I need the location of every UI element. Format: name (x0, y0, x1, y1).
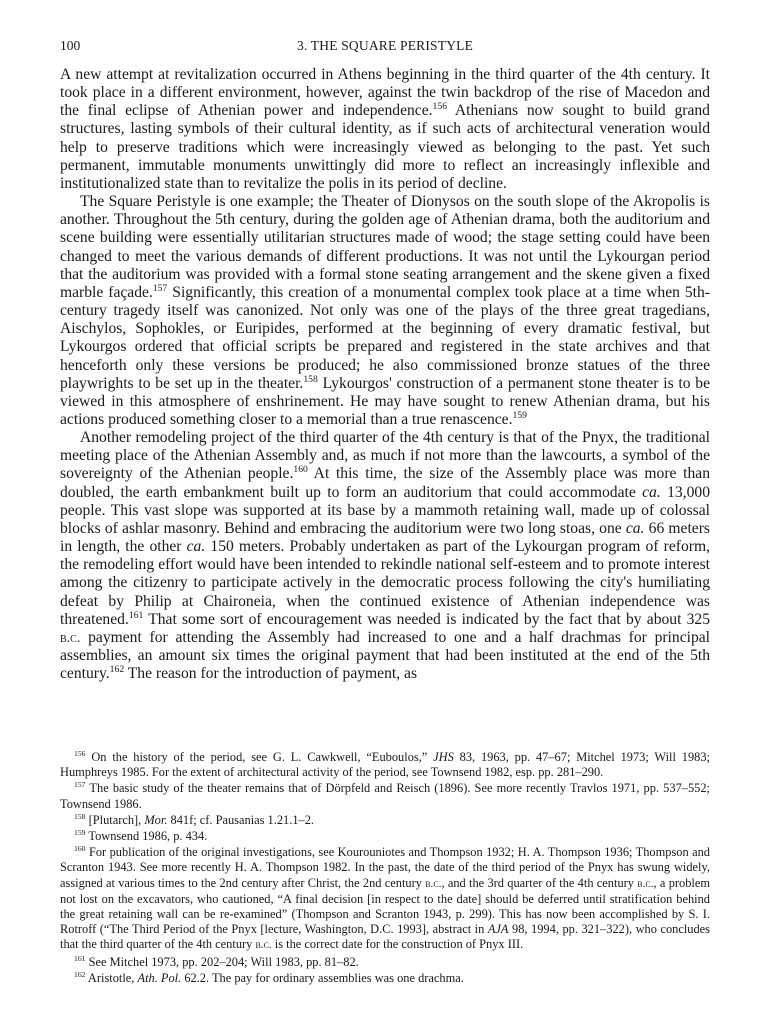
footnote-162: $^{162}$ Aristotle, Ath. Pol. 62.2. The pay for ordinary assemblies was one drachma. (74, 970, 464, 985)
page-header (60, 38, 710, 58)
footnote-160: $^{160}$ For publication of the original investigations, see Kourouniotes and Thompson 1932; H. A. Thompson 1936; Thompson and Scranton 1943. See more recently H. A. Thompson 1982. In the past, the date of the third period of the Pnyx has swung widely, assigned at various times to the 2nd century after Christ, the 2nd century b.c., and the 3rd quarter of the 4th century b.c., a problem not lost on the excavators, who cautioned, “A final decision [in respect to the date] should be deferred until stratification behind the great retaining wall can be re-examined” (Thompson and Scranton 1943, p. 299). This has now been accomplished by S. I. Rotroff (“The Third Period of the Pnyx [lecture, Washington, D.C. 1993], abstract in AJA 98, 1994, pp. 321–322), who concludes that the third quarter of the 4th century b.c. is the correct date for the construction of Pnyx III. (60, 844, 710, 952)
footnote-ref: 162 (109, 664, 125, 676)
footnote-ref: 160 (293, 464, 308, 476)
page-number: 100 (60, 38, 81, 53)
footnote-ref: 161 (128, 609, 144, 621)
paragraph-1: A new attempt at revitalization occurred in Athens beginning in the third quarter of the 4th century. It took place in a different environment, however, against the twin backdrop of the rise of Macedon and the final eclipse of Athenian power and independence.$^{156}$ Athenians now sought to build grand structures, lasting symbols of their cultural identity, as if such acts of architectural veneration would help to preserve traditions which were increasingly viewed as belonging to the past. Yet such permanent, immutable monuments unwittingly did more to reflect an increasingly inflexible and institutionalized state than to revitalize the polis in its period of decline. (60, 66, 710, 192)
footnote-161: $^{161}$ See Mitchel 1973, pp. 202–204; Will 1983, pp. 81–82. (74, 953, 359, 969)
running-title: 3. THE SQUARE PERISTYLE (296, 38, 474, 53)
footnote-157: $^{157}$ The basic study of the theater remains that of Dörpfeld and Reisch (1896). See more recently Travlos 1971, pp. 537–552; Townsend 1986. (60, 780, 710, 811)
footnote-159: $^{159}$ Townsend 1986, p. 434. (74, 828, 208, 844)
paragraph-3: Another remodeling project of the third quarter of the 4th century is that of the Pnyx, the traditional meeting place of the Athenian Assembly and, as much if not more than the lawcourts, a symbol of the sovereignty of the Athenian people.$^{160}$ At this time, the size of the Assembly place was more than doubled, the earth embankment built up to form an auditorium that could accommodate ca. 13,000 people. This vast slope was supported at its base by a mammoth retaining wall, made up of colossal blocks of ashlar masonry. Behind and embracing the auditorium were two long stoas, one ca. 66 meters in length, the other ca. 150 meters. Probably undertaken as part of the Lykourgan program of reform, the remodeling effort would have been intended to rekindle national self-esteem and to promote interest among the citizenry to participate actively in the democratic process following the city's humiliating defeat by Philip at Chaironeia, when the continued existence of Athenian independence was threatened.$^{161}$ That some sort of encouragement was needed is indicated by the fact that by about 325 b.c. payment for attending the Assembly had increased to one and a half drachmas for principal assemblies, an amount six times the original payment that had been instituted at the end of the 5th century.$^{162}$ The reason for the introduction of payment, as (60, 429, 711, 683)
footnote-ref: 156 (432, 101, 448, 113)
paragraph-2: The Square Peristyle is one example; the Theater of Dionysos on the south slope of the Akropolis is another. Throughout the 5th century, during the golden age of Athenian drama, both the auditorium and scene building were essentially utilitarian structures made of wood; the stage setting could have been changed to meet the various demands of different productions. It was not until the Lykourgan period that the auditorium was provided with a formal stone seating arrangement and the skene given a fixed marble façade.$^{157}$ Significantly, this creation of a monumental complex took place at a time when 5th-century tragedy itself was canonized. Not only was one of the plays of the three great tragedians, Aischylos, Sophokles, or Euripides, performed at the beginning of every dramatic festival, but Lykourgos ordered that official scripts be prepared and registered in the state archives and that henceforth only these versions be produced; he also commissioned bronze statues of the three playwrights to be set up in the theater.$^{158}$ Lykourgos' construction of a permanent stone theater is to be viewed in this atmosphere of enshrinement. He may have sought to renew Athenian drama, but his actions produced something closer to a memorial than a true renascence.$^{159}$ (60, 193, 711, 428)
footnote-ref: 159 (512, 409, 527, 421)
footnote-ref: 158 (303, 373, 318, 385)
footnotes (60, 750, 710, 987)
body-text (60, 66, 710, 683)
footnote-ref: 157 (152, 282, 168, 294)
footnote-156: $^{156}$ On the history of the period, see G. L. Cawkwell, “Euboulos,” JHS 83, 1963, pp. 47–67; Mitchel 1973; Will 1983; Humphreys 1985. For the extent of architectural activity of the period, see Townsend 1982, esp. pp. 281–290. (60, 749, 710, 780)
footnote-158: $^{158}$ [Plutarch], Mor. 841f; cf. Pausanias 1.21.1–2. (74, 812, 315, 827)
